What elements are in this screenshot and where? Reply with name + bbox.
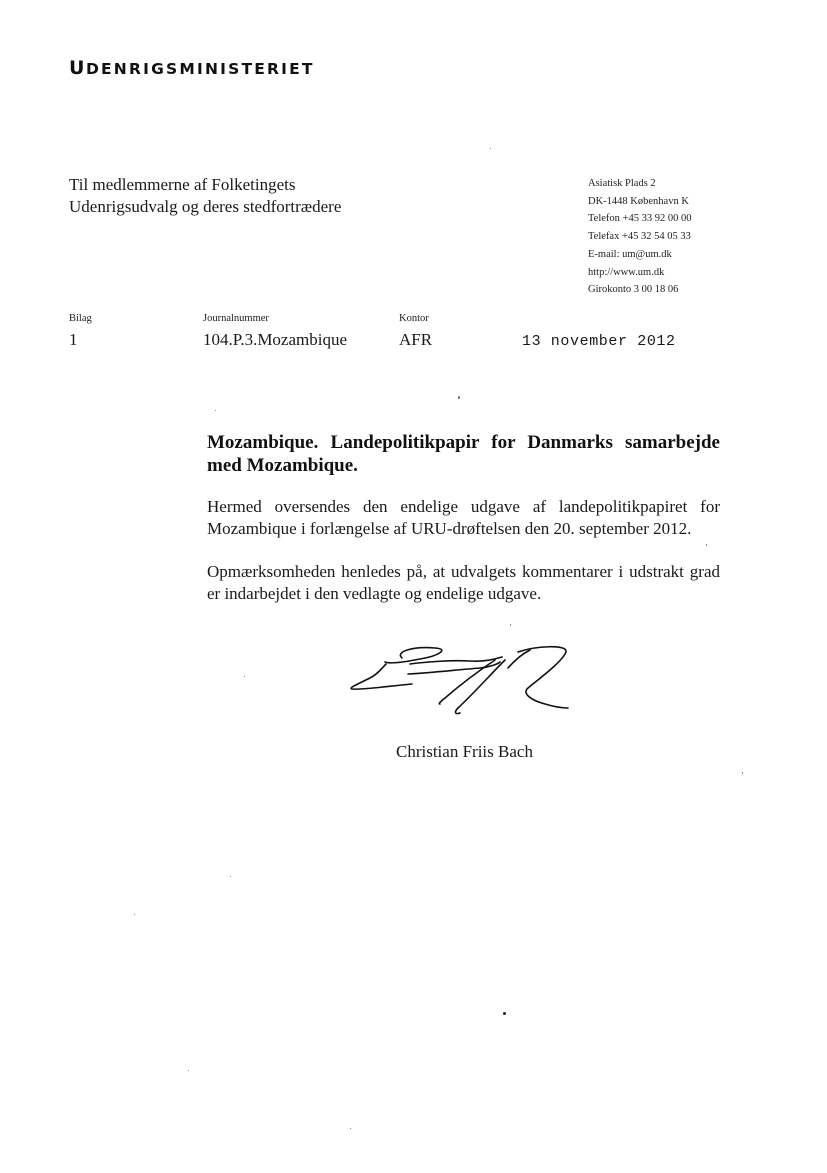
- bilag-value: 1: [69, 330, 78, 349]
- scan-speck: [503, 1012, 506, 1015]
- scan-speck: [188, 1070, 189, 1071]
- journal-label: Journalnummer: [203, 313, 269, 324]
- contact-postal: DK-1448 København K: [588, 195, 689, 207]
- scan-speck: [706, 544, 707, 546]
- contact-phone: Telefon +45 33 92 00 00: [588, 213, 692, 225]
- letter-date: 13 november 2012: [522, 333, 676, 350]
- kontor-label: Kontor: [399, 313, 429, 324]
- ministry-letterhead-rest: DENRIGSMINISTERIET: [85, 60, 315, 78]
- scan-speck: [230, 876, 231, 877]
- signature-scribble: [340, 640, 580, 720]
- scan-speck: [244, 676, 245, 677]
- bilag-label: Bilag: [69, 313, 92, 324]
- scan-speck: [458, 396, 460, 399]
- kontor-value: AFR: [399, 330, 433, 349]
- contact-block: [588, 175, 691, 299]
- contact-web: http://www.um.dk: [588, 266, 665, 278]
- contact-fax: Telefax +45 32 54 05 33: [588, 231, 691, 243]
- ministry-letterhead-initial: U: [69, 57, 86, 79]
- letter-paragraph-2: Opmærksomheden henledes på, at udvalgets kommentarer i udstrakt grad er indarbejdet i den vedlagte og endelige udgave.: [207, 562, 720, 603]
- letter-subject: Mozambique. Landepolitikpapir for Danmarks samarbejde med Mozambique.: [207, 432, 720, 476]
- scan-speck: [490, 148, 491, 149]
- scan-speck: [350, 1128, 351, 1129]
- scan-speck: [510, 624, 511, 626]
- scan-speck: [215, 410, 216, 411]
- ministry-letterhead: [69, 57, 315, 79]
- contact-email: E-mail: um@um.dk: [588, 248, 672, 260]
- recipient-block: [69, 174, 341, 218]
- contact-giro: Girokonto 3 00 18 06: [588, 284, 679, 296]
- journal-value: 104.P.3.Mozambique: [203, 330, 348, 349]
- recipient-line-2: Udenrigsudvalg og deres stedfortrædere: [69, 197, 342, 216]
- contact-address: Asiatisk Plads 2: [588, 178, 656, 189]
- recipient-line-1: Til medlemmerne af Folketingets: [69, 175, 296, 194]
- scan-speck: [134, 914, 135, 915]
- letter-paragraph-1: Hermed oversendes den endelige udgave af landepolitikpapiret for Mozambique i forlængelse af URU-drøftelsen den 20. september 2012.: [207, 497, 720, 538]
- scan-speck: [742, 772, 743, 774]
- signer-name: Christian Friis Bach: [396, 742, 533, 761]
